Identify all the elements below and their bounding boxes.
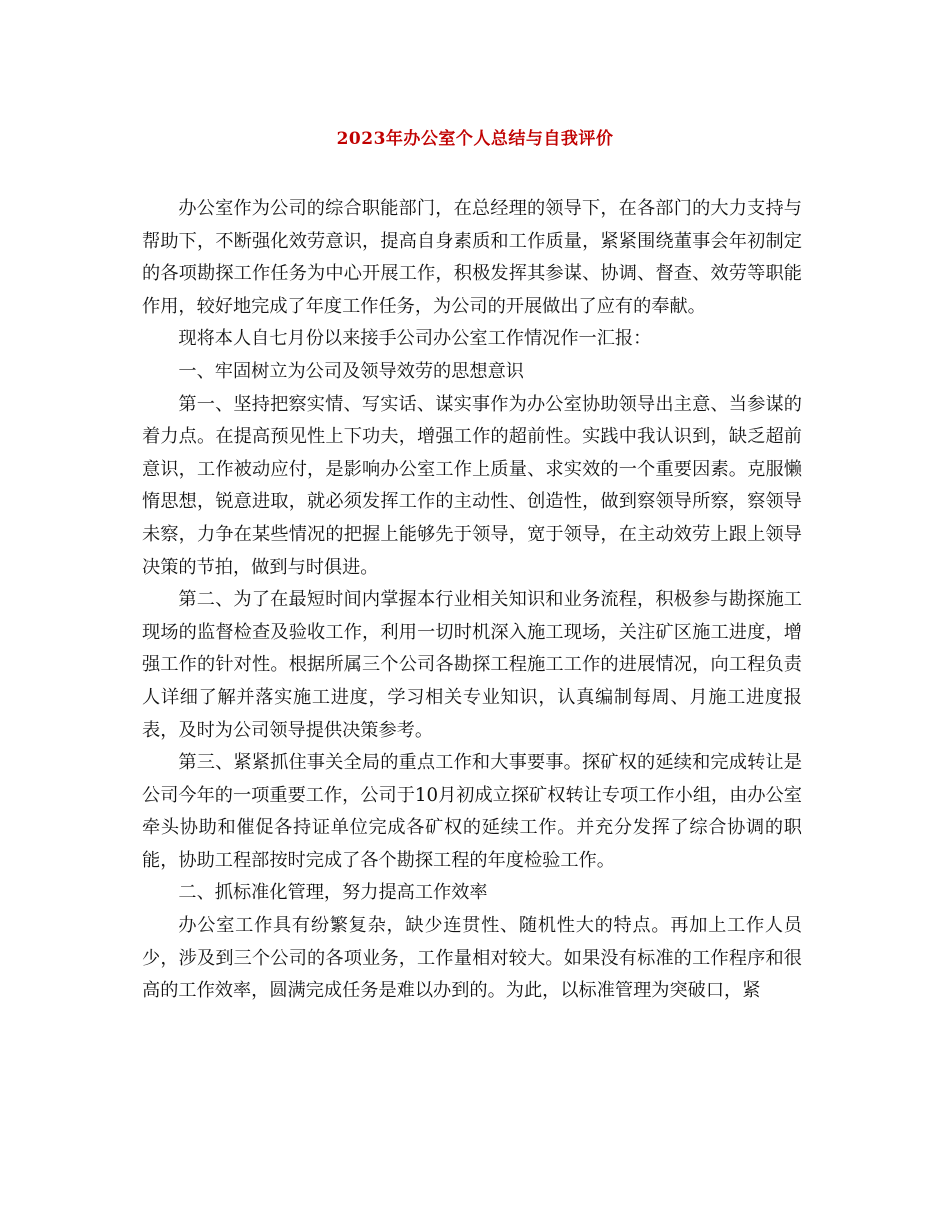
paragraph: 第一、坚持把察实情、写实话、谋实事作为办公室协助领导出主意、当参谋的着力点。在提高预见性上下功夫，增强工作的超前性。实践中我认识到，缺乏超前意识，工作被动应付，是影响办公室工作上质量、求实效的一个重要因素。克服懒惰思想，锐意进取，就必须发挥工作的主动性、创造性，做到察领导所察，察领导未察，力争在某些情况的把握上能够先于领导，宽于领导，在主动效劳上跟上领导决策的节拍，做到与时俱进。 [142, 393, 802, 578]
document-title: 2023年办公室个人总结与自我评价 [336, 129, 614, 149]
paragraph: 办公室作为公司的综合职能部门，在总经理的领导下，在各部门的大力支持与帮助下，不断强化效劳意识，提高自身素质和工作质量，紧紧围绕董事会年初制定的各项勘探工作任务为中心开展工作，积极发挥其参谋、协调、督查、效劳等职能作用，较好地完成了年度工作任务，为公司的开展做出了应有的奉献。 [142, 198, 802, 317]
paragraph: 第三、紧紧抓住事关全局的重点工作和大事要事。探矿权的延续和完成转让是公司今年的一项重要工作，公司于10月初成立探矿权转让专项工作小组，由办公室牵头协助和催促各持证单位完成各矿权的延续工作。并充分发挥了综合协调的职能，协助工程部按时完成了各个勘探工程的年度检验工作。 [142, 752, 802, 871]
paragraph: 第二、为了在最短时间内掌握本行业相关知识和业务流程，积极参与勘探施工现场的监督检查及验收工作，利用一切时机深入施工现场，关注矿区施工进度，增强工作的针对性。根据所属三个公司各勘探工程施工工作的进展情况，向工程负责人详细了解并落实施工进度，学习相关专业知识，认真编制每周、月施工进度报表，及时为公司领导提供决策参考。 [142, 589, 802, 741]
document-body [142, 193, 802, 1008]
paragraph: 现将本人自七月份以来接手公司办公室工作情况作一汇报： [178, 328, 652, 350]
paragraph: 办公室工作具有纷繁复杂，缺少连贯性、随机性大的特点。再加上工作人员少，涉及到三个公司的各项业务，工作量相对较大。如果没有标准的工作程序和很高的工作效率，圆满完成任务是难以办到的。为此，以标准管理为突破口，紧 [142, 915, 802, 1002]
section-heading: 二、抓标准化管理，努力提高工作效率 [178, 882, 488, 904]
section-heading: 一、牢固树立为公司及领导效劳的思想意识 [178, 360, 524, 382]
